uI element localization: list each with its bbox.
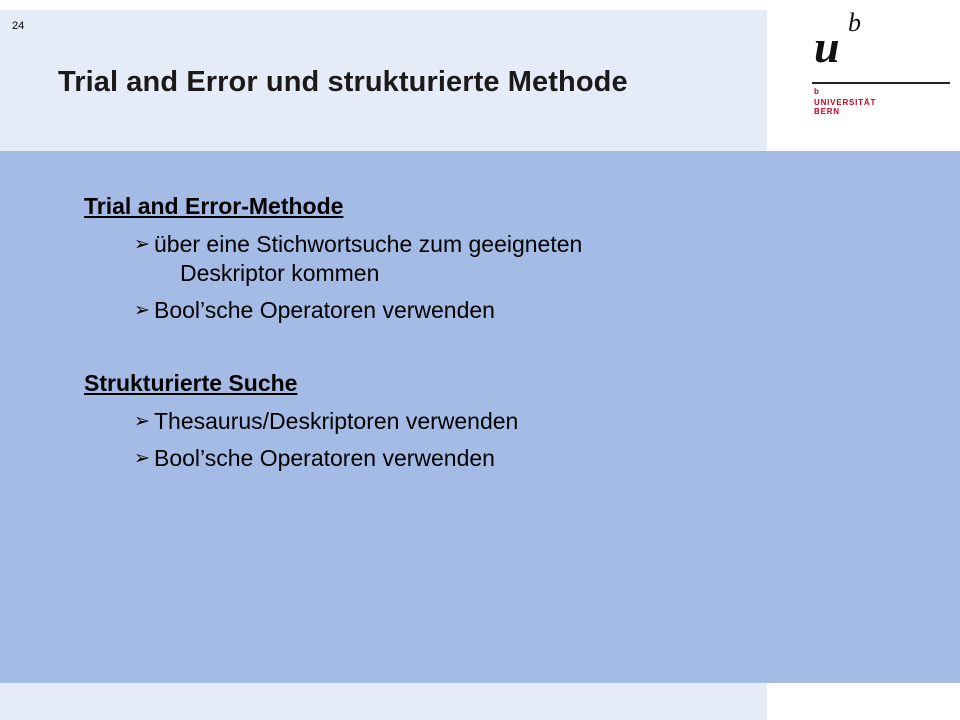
bullet-item bbox=[84, 230, 764, 288]
section-heading-structured-search: Strukturierte Suche bbox=[84, 370, 298, 396]
arrow-bullet-icon: ➢ bbox=[134, 448, 150, 469]
arrow-bullet-icon: ➢ bbox=[134, 300, 150, 321]
logo-wordmark-line2: BERN bbox=[814, 107, 840, 117]
bullet-text: Bool’sche Operatoren verwenden bbox=[154, 297, 495, 323]
logo-mark-u: u bbox=[814, 21, 840, 72]
logo-mark-b: b bbox=[848, 8, 861, 37]
bullet-text: Thesaurus/Deskriptoren verwenden bbox=[154, 408, 519, 434]
logo-divider bbox=[812, 82, 950, 84]
bullet-text: Bool’sche Operatoren verwenden bbox=[154, 445, 495, 471]
university-of-bern-logo bbox=[808, 10, 953, 122]
bullet-item bbox=[84, 444, 764, 473]
bullet-text-line1: über eine Stichwortsuche zum geeigneten bbox=[154, 231, 583, 257]
arrow-bullet-icon: ➢ bbox=[134, 411, 150, 432]
arrow-bullet-icon: ➢ bbox=[134, 234, 150, 255]
bullet-item bbox=[84, 407, 764, 436]
section-spacer bbox=[84, 325, 764, 367]
slide-title: Trial and Error und strukturierte Methode bbox=[58, 66, 628, 98]
section-heading-trial-and-error: Trial and Error-Methode bbox=[84, 193, 344, 219]
bullet-item bbox=[84, 296, 764, 325]
bullet-text bbox=[134, 230, 764, 288]
logo-wordmark bbox=[814, 98, 876, 116]
slide-content bbox=[84, 190, 764, 473]
bullet-text-line2: Deskriptor kommen bbox=[180, 260, 380, 286]
logo-wordmark-line1: UNIVERSITÄT bbox=[814, 98, 877, 107]
logo-small-b: b bbox=[814, 87, 819, 96]
footer-band bbox=[0, 683, 767, 720]
slide-number: 24 bbox=[12, 20, 25, 32]
